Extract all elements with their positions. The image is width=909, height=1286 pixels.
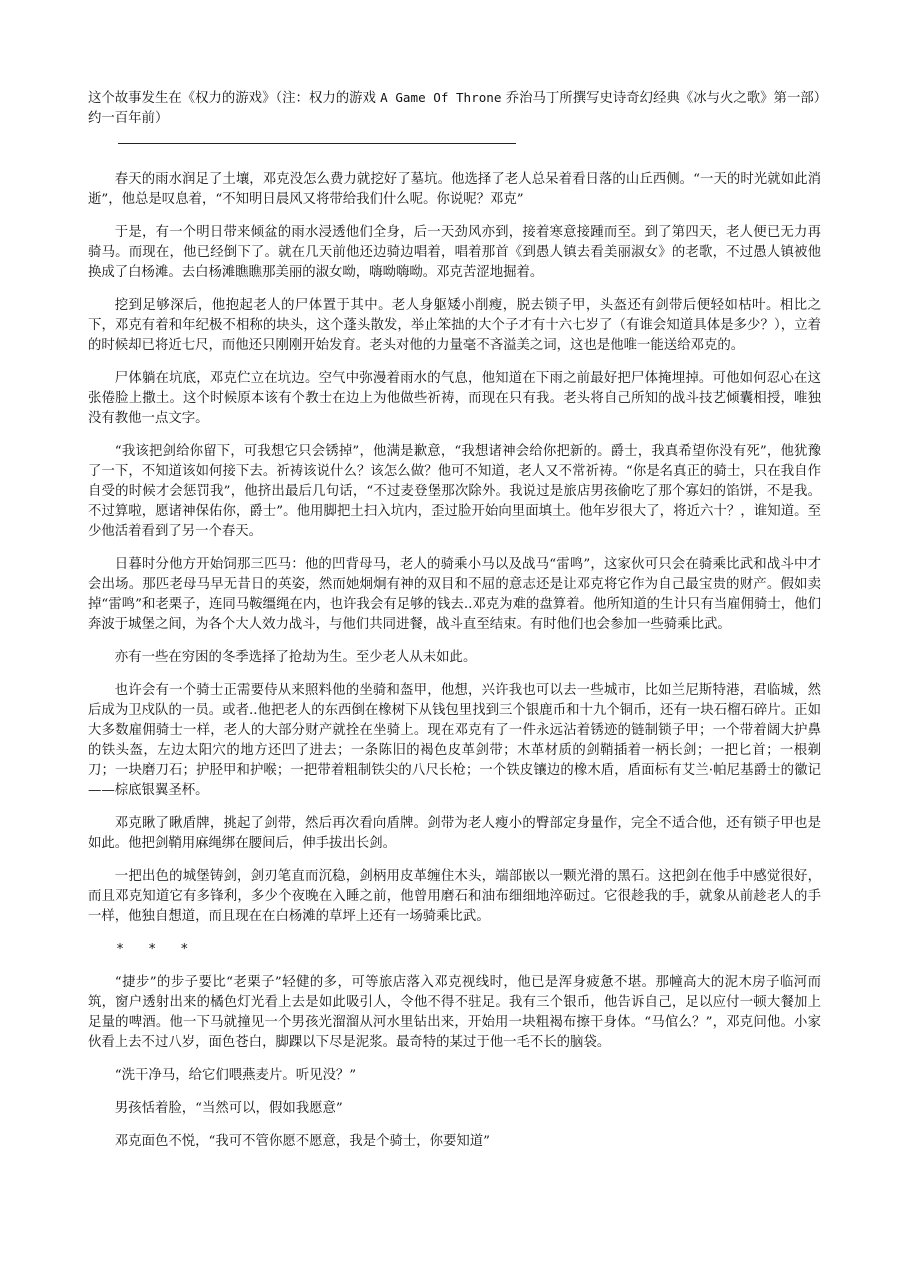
intro-text-2: 乔治马丁所撰写史诗奇幻经典《冰与火之歌》第一部）约一百年前） bbox=[88, 91, 821, 126]
paragraph: 男孩恬着脸，“当然可以，假如我愿意” bbox=[114, 1101, 343, 1116]
horizontal-rule bbox=[118, 143, 516, 144]
paragraph: 邓克瞅了瞅盾牌，挑起了剑带，然后再次看向盾牌。剑带为老人瘦小的臀部定身量作，完全不适合他，还有锁子甲也是如此。他把剑鞘用麻绳绑在腰间后，伸手拔出长剑。 bbox=[88, 816, 821, 851]
paragraph: “洗干净马，给它们喂燕麦片。听见没？” bbox=[114, 1068, 357, 1083]
paragraph: 也许会有一个骑士正需要侍从来照料他的坐骑和盔甲，他想，兴许我也可以去一些城市，比如兰尼斯特港，君临城，然后成为卫戍队的一员。或者..他把老人的东西倒在橡树下从钱包里找到三个银鹿币和十九个铜币，还有一块石榴石碎片。正如大多数雇佣骑士一样，老人的大部分财产就拴在坐骑上。现在邓克有了一件永远沾着锈迹的链制锁子甲；一个带着阔大护鼻的铁头盔，左边太阳穴的地方还凹了进去；一条陈旧的褐色皮革剑带；木革材质的剑鞘插着一柄长剑；一把匕首；一根剃刀；一块磨刀石；护胫甲和护喉；一把带着粗制铁尖的八尺长枪；一个铁皮镶边的橡木盾，盾面标有艾兰·帕尼基爵士的徽记——棕底银翼圣杯。 bbox=[88, 683, 821, 798]
paragraph: 亦有一些在穷困的冬季选择了抢劫为生。至少老人从未如此。 bbox=[114, 650, 477, 665]
paragraph: 于是，有一个明日带来倾盆的雨水浸透他们全身，后一天劲风亦到，接着寒意接踵而至。到了第四天，老人便已无力再骑马。而现在，他已经倒下了。就在几天前他还边骑边唱着，唱着那首《到愚人镇去看美丽淑女》的老歌，不过愚人镇被他换成了白杨滩。去白杨滩瞧瞧那美丽的淑女呦，嗨呦嗨呦。邓克苦涩地掘着。 bbox=[88, 225, 821, 280]
intro-text-1: 这个故事发生在《权力的游戏》（注：权力的游戏 bbox=[88, 91, 381, 106]
paragraph: 挖到足够深后，他抱起老人的尸体置于其中。老人身躯矮小削瘦，脱去锁子甲，头盔还有剑带后便轻如枯叶。相比之下，邓克有着和年纪极不相称的块头，这个蓬头散发，举止笨拙的大个子才有十六七岁了（有谁会知道具体是多少？），立着的时候却已将近七尺，而他还只刚刚开始发育。老头对他的力量毫不吝溢美之词，这也是他唯一能送给邓克的。 bbox=[88, 298, 821, 353]
section-separator: * * * bbox=[116, 942, 197, 957]
paragraph: “捷步”的步子要比“老栗子”轻健的多，可等旅店落入邓克视线时，他已是浑身疲惫不堪。那幢高大的泥木房子临河而筑，窗户透射出来的橘色灯光看上去是如此吸引人，令他不得不驻足。我有三个银币，他告诉自己，足以应付一顿大餐加上足量的啤酒。他一下马就撞见一个男孩光溜溜从河水里钻出来，开始用一块粗褐布擦干身体。“马倌么？”，邓克问他。小家伙看上去不过八岁，面色苍白，脚踝以下尽是泥浆。最奇特的某过于他一毛不长的脑袋。 bbox=[88, 975, 821, 1050]
paragraph: 邓克面色不悦，“我可不管你愿不愿意，我是个骑士，你要知道” bbox=[114, 1134, 491, 1149]
intro-note bbox=[88, 88, 821, 129]
paragraph: 日暮时分他方开始饲那三匹马：他的凹背母马，老人的骑乘小马以及战马“雷鸣”，这家伙可只会在骑乘比武和战斗中才会出场。那匹老母马早无昔日的英姿，然而她炯炯有神的双目和不屈的意志还是让邓克将它作为自己最宝贵的财产。假如卖掉“雷鸣”和老栗子，连同马鞍缰绳在内，也许我会有足够的钱去..邓克为难的盘算着。他所知道的生计只有当雇佣骑士，他们奔波于城堡之间，为各个大人效力战斗，与他们共同进餐，战斗直至结束。有时他们也会参加一些骑乘比武。 bbox=[88, 557, 821, 632]
intro-english-title: A Game Of Throne bbox=[380, 90, 502, 105]
paragraph: “我该把剑给你留下，可我想它只会锈掉”，他满是歉意，“我想诸神会给你把新的。爵士，我真希望你没有死”，他犹豫了一下，不知道该如何接下去。祈祷该说什么？该怎么做？他可不知道，老人又不常祈祷。“你是名真正的骑士，只在我自作自受的时候才会惩罚我”，他挤出最后几句话，“不过麦登堡那次除外。我说过是旅店男孩偷吃了那个寡妇的馅饼，不是我。不过算啦，愿诸神保佑你，爵士”。他用脚把土扫入坑内，歪过脸开始向里面填土。他年岁很大了，将近六十？，谁知道。至少他活着看到了另一个春天。 bbox=[88, 444, 821, 539]
paragraph: 尸体躺在坑底，邓克伫立在坑边。空气中弥漫着雨水的气息，他知道在下雨之前最好把尸体掩埋掉。可他如何忍心在这张倦脸上撒土。这个时候原本该有个教士在边上为他做些祈祷，而现在只有我。老头将自己所知的战斗技艺倾囊相授，唯独没有教他一点文字。 bbox=[88, 371, 821, 426]
paragraph: 春天的雨水润足了土壤，邓克没怎么费力就挖好了墓坑。他选择了老人总呆着看日落的山丘西侧。“一天的时光就如此消逝”，他总是叹息着，“不知明日晨风又将带给我们什么呢。你说呢？邓克” bbox=[88, 172, 821, 207]
paragraph: 一把出色的城堡铸剑，剑刃笔直而沉稳，剑柄用皮革缠住木头，端部嵌以一颗光滑的黑石。这把剑在他手中感觉很好，而且邓克知道它有多锋利，多少个夜晚在入睡之前，他曾用磨石和油布细细地淬砺过。它很趁我的手，就象从前趁老人的手一样，他独自想道，而且现在在白杨滩的草坪上还有一场骑乘比武。 bbox=[88, 869, 821, 924]
